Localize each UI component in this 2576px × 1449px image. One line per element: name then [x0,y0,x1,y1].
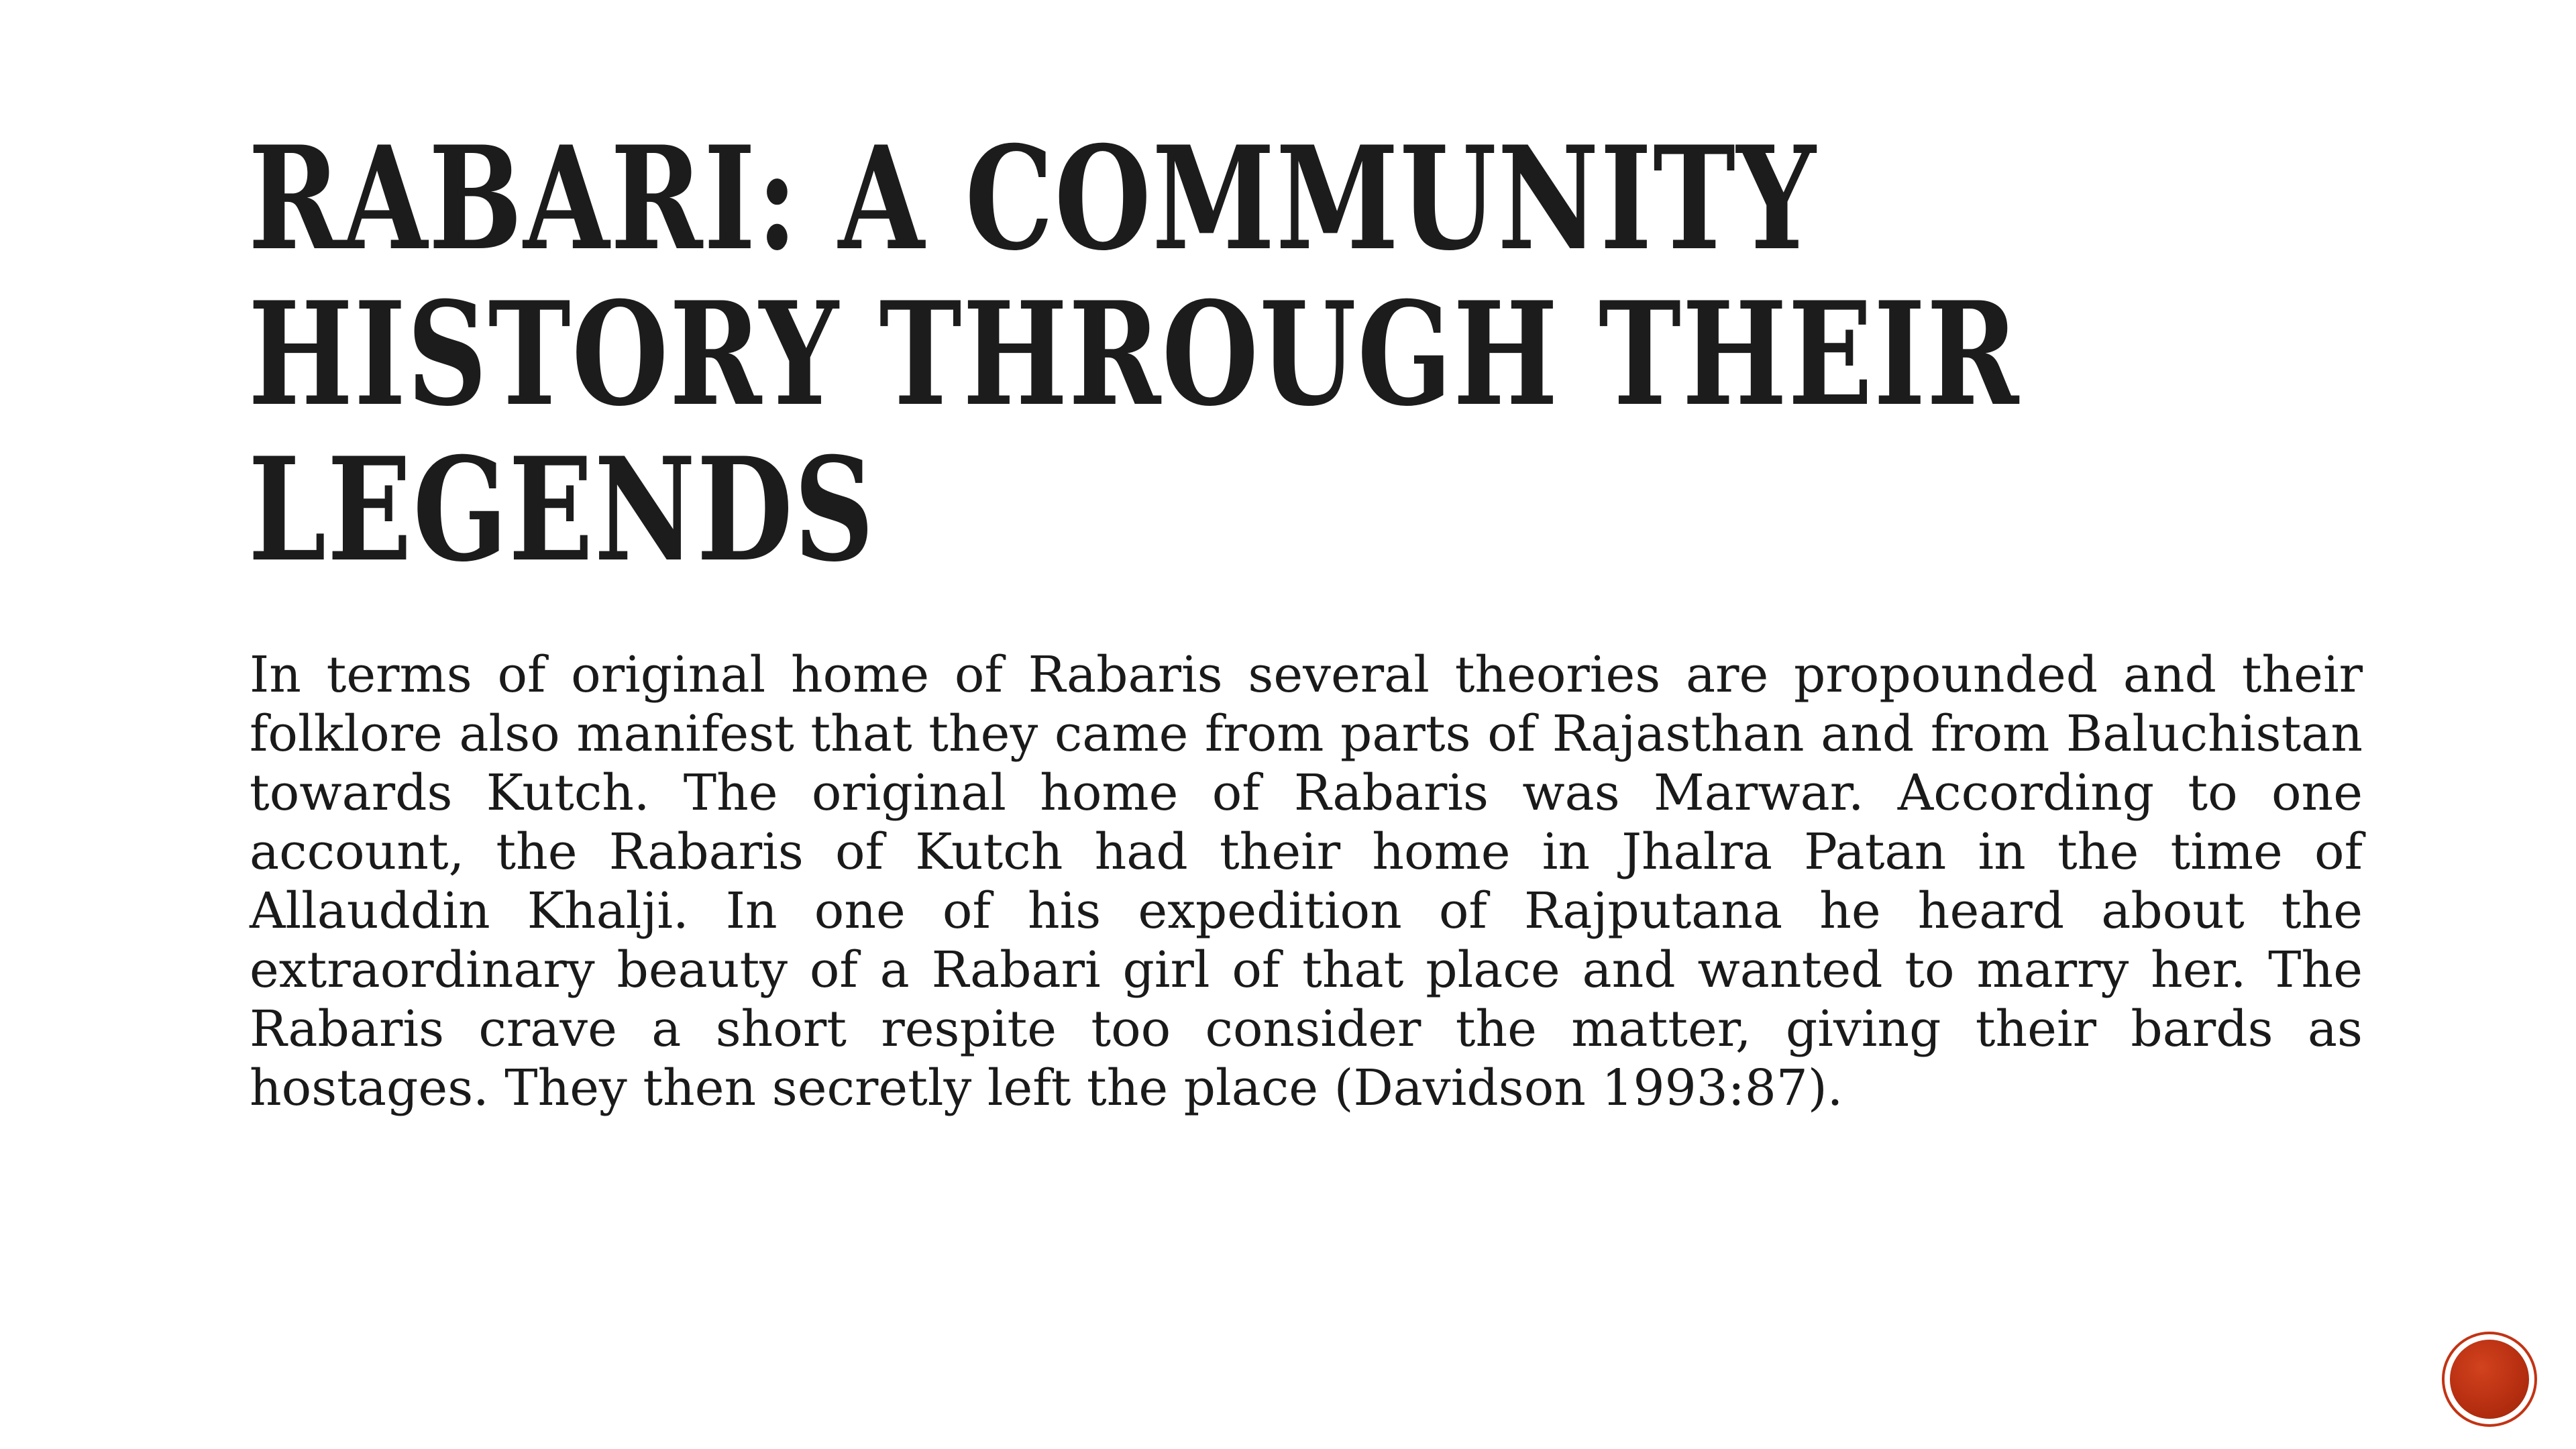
slide-nav-button[interactable] [2442,1332,2537,1427]
slide-title: RABARI: A COMMUNITY HISTORY THROUGH THEIR LEGENDS [248,115,2020,593]
circle-nav-button-icon [2450,1340,2529,1419]
slide-body-text: In terms of original home of Rabaris several theories are propounded and their folklore also manifest that they came from parts of Rajasthan and from Baluchistan towards Kutch. The original home of Rabaris was Marwar. According to one account, the Rabaris of Kutch had their home in Jhalra Patan in the time of Allauddin Khalji. In one of his expedition of Rajputana he heard about the extraordinary beauty of a Rabari girl of that place and wanted to marry her. The Rabaris crave a short respite too consider the matter, giving their bards as hostages. They then secretly left the place (Davidson 1993:87). [250,646,2363,1117]
